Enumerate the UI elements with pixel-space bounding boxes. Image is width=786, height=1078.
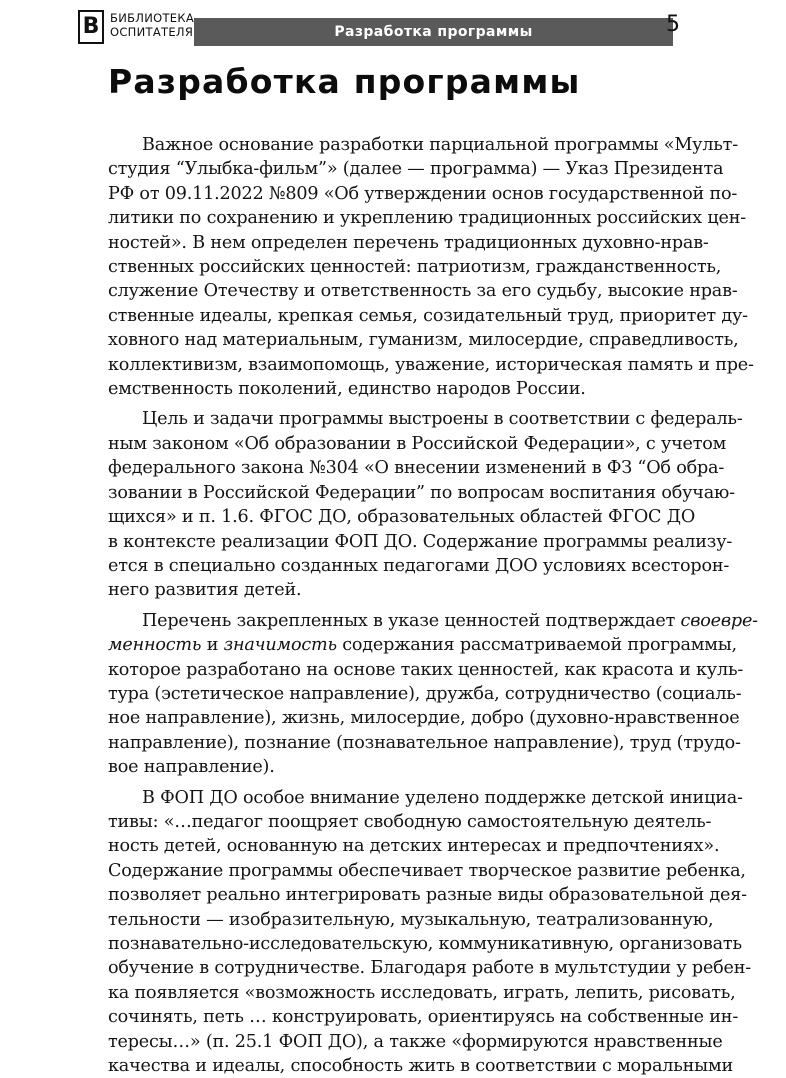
- text-line: [108, 609, 758, 633]
- text-line: [108, 407, 743, 431]
- text-segment: ется в специально созданных педагогами ДОО условиях всесторон-: [108, 555, 730, 576]
- text-line: [108, 353, 754, 377]
- text-segment: Перечень закрепленных в указе ценностей подтверждает: [142, 610, 681, 631]
- text-line: [108, 883, 747, 907]
- text-line: [108, 255, 722, 279]
- series-name: [110, 11, 194, 39]
- text-line: [108, 432, 727, 456]
- text-line: [108, 231, 709, 255]
- text-segment: Цель и задачи программы выстроены в соответствии с федераль-: [142, 409, 743, 430]
- text-line: [108, 658, 744, 682]
- text-line: [108, 706, 740, 730]
- text-segment: сочинять, петь … конструировать, ориентируясь на собственные ин-: [108, 1007, 739, 1028]
- text-line: [108, 133, 738, 157]
- body-text: [108, 133, 758, 1078]
- text-line: [108, 1030, 723, 1054]
- text-segment: ным законом «Об образовании в Российской Федерации», с учетом: [108, 433, 727, 454]
- text-line: [108, 456, 725, 480]
- text-line: [108, 682, 742, 706]
- text-segment: тересы…» (п. 25.1 ФОП ДО), а также «формируются нравственные: [108, 1031, 723, 1052]
- text-line: [108, 377, 688, 401]
- emphasis-text: своевре-: [680, 610, 758, 631]
- text-segment: и: [201, 635, 224, 656]
- text-line: [108, 1054, 733, 1078]
- text-segment: ное направление), жизнь, милосердие, добро (духовно-нравственное: [108, 708, 740, 729]
- text-segment: тельности — изобразительную, музыкальную, театрализованную,: [108, 909, 714, 930]
- series-logo: [78, 10, 104, 44]
- text-line: [108, 530, 733, 554]
- running-title: Разработка программы: [334, 24, 533, 40]
- text-segment: литики по сохранению и укреплению традиционных российских цен-: [108, 208, 746, 229]
- text-line: [108, 859, 746, 883]
- text-line: [108, 956, 752, 980]
- text-segment: ственных российских ценностей: патриотизм, гражданственность,: [108, 257, 722, 278]
- text-segment: РФ от 09.11.2022 №809 «Об утверждении основ государственной по-: [108, 183, 738, 204]
- text-segment: щихся» и п. 1.6. ФГОС ДО, образовательных областей ФГОС ДО: [108, 507, 696, 528]
- text-line: [108, 279, 738, 303]
- text-line: [108, 932, 742, 956]
- text-segment: коллективизм, взаимопомощь, уважение, историческая память и пре-: [108, 354, 754, 375]
- text-line: [108, 908, 714, 932]
- text-segment: ка появляется «возможность исследовать, играть, лепить, рисовать,: [108, 982, 736, 1003]
- text-segment: ность детей, основанную на детских интересах и предпочтениях».: [108, 836, 720, 857]
- text-segment: служение Отечеству и ответственность за его судьбу, высокие нрав-: [108, 281, 738, 302]
- text-segment: направление), познание (познавательное направление), труд (трудо-: [108, 732, 741, 753]
- text-segment: которое разработано на основе таких ценностей, как красота и куль-: [108, 659, 744, 680]
- series-name-line-1: БИБЛИОТЕКА: [110, 11, 195, 25]
- text-segment: позволяет реально интегрировать разные виды образовательной дея-: [108, 885, 747, 906]
- running-header: [78, 10, 688, 44]
- text-segment: Важное основание разработки парциальной программы «Мульт-: [142, 135, 738, 155]
- emphasis-text: менность: [108, 635, 202, 656]
- text-line: [108, 554, 730, 578]
- text-line: [108, 755, 688, 779]
- text-segment: познавательно-исследовательскую, коммуникативную, организовать: [108, 934, 742, 954]
- paragraph: [108, 609, 758, 780]
- series-name-line-2: ОСПИТАТЕЛЯ: [110, 25, 194, 39]
- text-line: [108, 981, 736, 1005]
- text-line: [108, 731, 741, 755]
- text-line: [108, 786, 743, 810]
- text-segment: в контексте реализации ФОП ДО. Содержание программы реализу-: [108, 531, 733, 552]
- text-line: [108, 328, 739, 352]
- emphasis-text: значимость: [223, 635, 337, 656]
- text-segment: емственность поколений, единство народов России.: [108, 379, 586, 400]
- page-number: 5: [666, 12, 680, 37]
- series-logo-letter: В: [82, 14, 100, 39]
- text-line: [108, 1005, 739, 1029]
- text-line: [108, 834, 720, 858]
- text-segment: него развития детей.: [108, 580, 302, 601]
- text-line: [108, 304, 748, 328]
- text-segment: федерального закона №304 «О внесении изменений в ФЗ “Об обра-: [108, 458, 725, 479]
- text-line: [108, 505, 696, 529]
- paragraph: [108, 133, 754, 401]
- text-line: [108, 206, 746, 230]
- text-line: [108, 157, 724, 181]
- text-segment: качества и идеалы, способность жить в соответствии с моральными: [108, 1056, 733, 1077]
- text-segment: вое направление).: [108, 757, 275, 778]
- text-segment: обучение в сотрудничестве. Благодаря работе в мультстудии у ребен-: [108, 958, 752, 979]
- running-title-bar: [194, 18, 673, 46]
- text-segment: Содержание программы обеспечивает творческое развитие ребенка,: [108, 860, 746, 881]
- text-segment: зовании в Российской Федерации” по вопросам воспитания обучаю-: [108, 482, 735, 503]
- text-segment: ностей». В нем определен перечень традиционных духовно-нрав-: [108, 232, 709, 253]
- page-title: Разработка программы: [108, 62, 581, 101]
- paragraph: [108, 407, 743, 602]
- text-segment: В ФОП ДО особое внимание уделено поддержке детской инициа-: [142, 787, 743, 808]
- paragraph: [108, 786, 752, 1078]
- text-line: [108, 633, 737, 657]
- text-segment: содержания рассматриваемой программы,: [336, 635, 737, 656]
- text-segment: тивы: «…педагог поощряет свободную самостоятельную деятель-: [108, 811, 712, 832]
- text-line: [108, 810, 712, 834]
- text-line: [108, 578, 688, 602]
- text-line: [108, 481, 735, 505]
- text-line: [108, 182, 738, 206]
- text-segment: студия “Улыбка-фильм”» (далее — программа) — Указ Президента: [108, 159, 724, 180]
- text-segment: тура (эстетическое направление), дружба, сотрудничество (социаль-: [108, 683, 742, 704]
- text-segment: ховного над материальным, гуманизм, милосердие, справедливость,: [108, 330, 739, 351]
- text-segment: ственные идеалы, крепкая семья, созидательный труд, приоритет ду-: [108, 305, 748, 326]
